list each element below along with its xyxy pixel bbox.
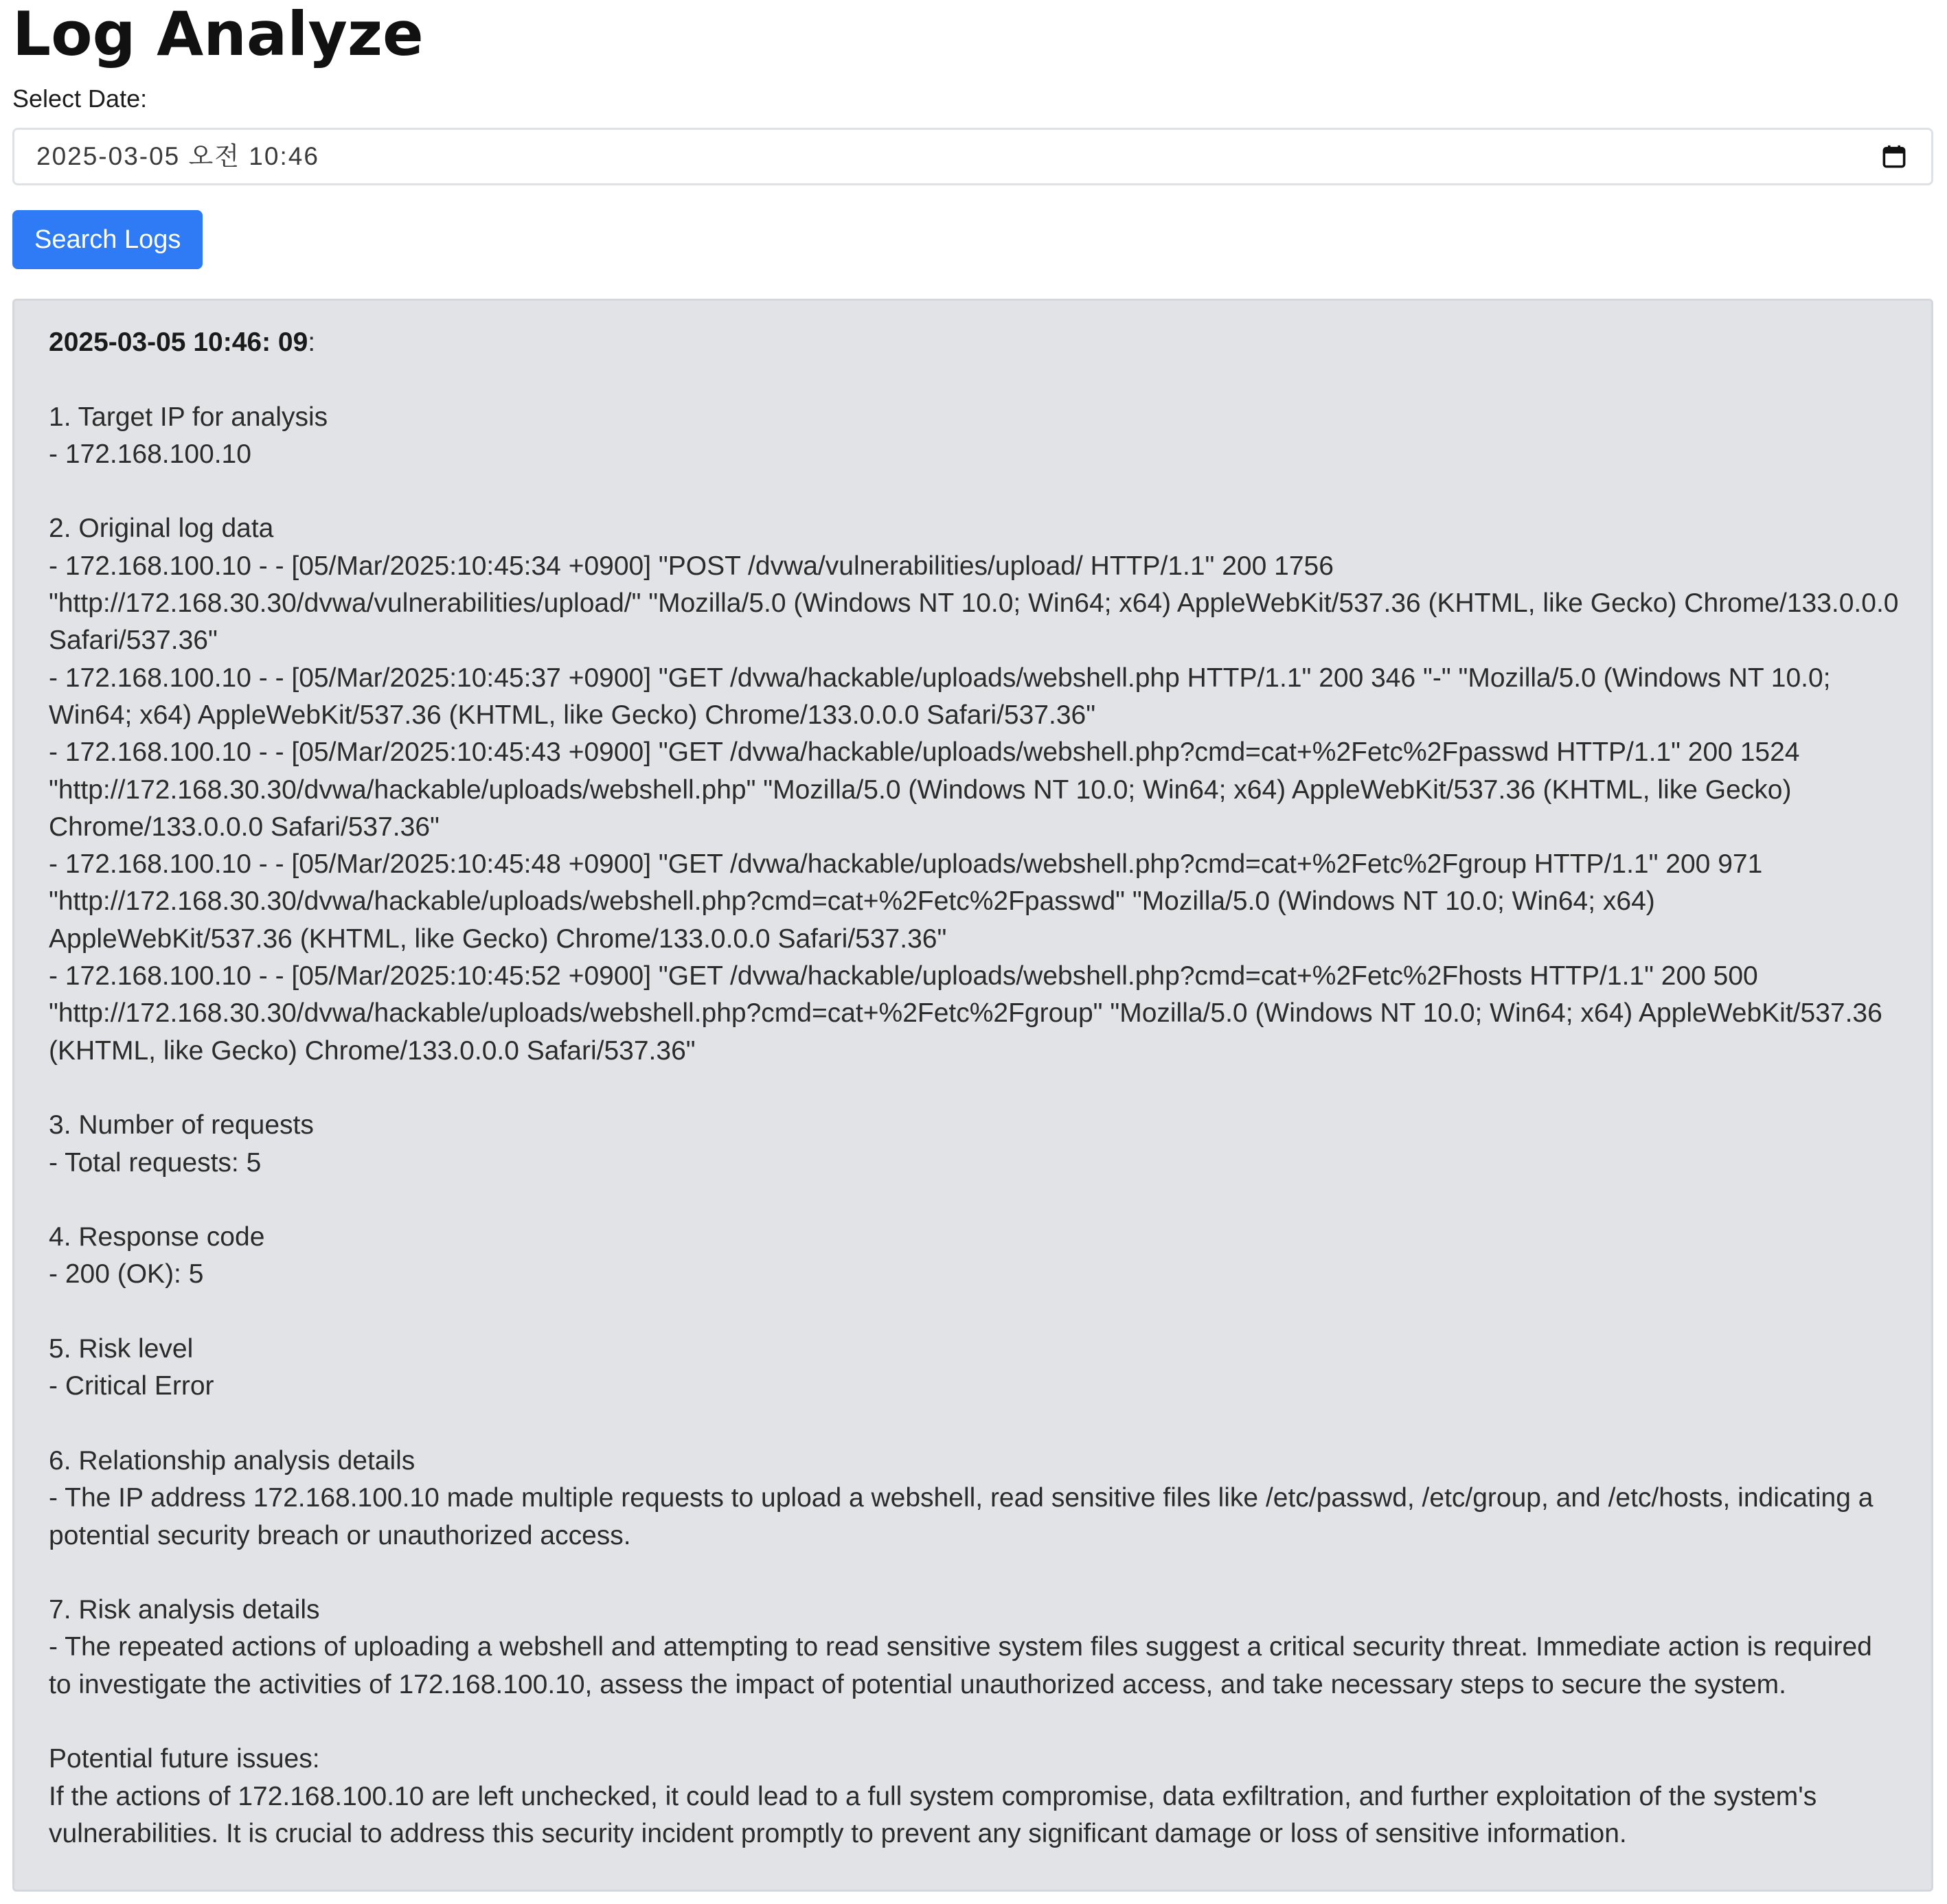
- page-title: Log Analyze: [12, 0, 424, 69]
- search-logs-button[interactable]: Search Logs: [12, 210, 203, 269]
- result-timestamp: 2025-03-05 10:46: 09: [49, 328, 308, 357]
- analysis-result-panel: [12, 299, 1933, 1892]
- date-input[interactable]: [12, 128, 1933, 185]
- analysis-result-text: [49, 324, 1900, 1853]
- result-timestamp-suffix: :: [308, 328, 316, 357]
- page-container: [12, 0, 1933, 269]
- result-body: 1. Target IP for analysis - 172.168.100.10 2. Original log data - 172.168.100.10 - - [05/Mar/2025:10:45:34 +0900] "POST /dvwa/vulnerabilities/upload/ HTTP/1.1" 200 1756 "http://172.168.30.30/dvwa/vulnerabilities/upload/" "Mozilla/5.0 (Windows NT 10.0; Win64; x64) AppleWebKit/537.36 (KHTML, like Gecko) Chrome/133.0.0.0 Safari/537.36" - 172.168.100.10 - - [05/Mar/2025:10:45:37 +0900] "GET /dvwa/hackable/uploads/webshell.php HTTP/1.1" 200 346 "-" "Mozilla/5.0 (Windows NT 10.0; Win64; x64) AppleWebKit/537.36 (KHTML, like Gecko) Chrome/133.0.0.0 Safari/537.36" - 172.168.100.10 - - [05/Mar/2025:10:45:43 +0900] "GET /dvwa/hackable/uploads/webshell.php?cmd=cat+%2Fetc%2Fpasswd HTTP/1.1" 200 1524 "http://172.168.30.30/dvwa/hackable/uploads/webshell.php" "Mozilla/5.0 (Windows NT 10.0; Win64; x64) AppleWebKit/537.36 (KHTML, like Gecko) Chrome/133.0.0.0 Safari/537.36" - 172.168.100.10 - - [05/Mar/2025:10:45:48 +0900] "GET /dvwa/hackable/uploads/webshell.php?cmd=cat+%2Fetc%2Fgroup HTTP/1.1" 200 971 "http://172.168.30.30/dvwa/hackable/uploads/webshell.php?cmd=cat+%2Fetc%2Fpasswd" "Mozilla/5.0 (Windows NT 10.0; Win64; x64) AppleWebKit/537.36 (KHTML, like Gecko) Chrome/133.0.0.0 Safari/537.36" - 172.168.100.10 - - [05/Mar/2025:10:45:52 +0900] "GET /dvwa/hackable/uploads/webshell.php?cmd=cat+%2Fetc%2Fhosts HTTP/1.1" 200 500 "http://172.168.30.30/dvwa/hackable/uploads/webshell.php?cmd=cat+%2Fetc%2Fgroup" "Mozilla/5.0 (Windows NT 10.0; Win64; x64) AppleWebKit/537.36 (KHTML, like Gecko) Chrome/133.0.0.0 Safari/537.36" 3. Number of requests - Total requests: 5 4. Response code - 200 (OK): 5 5. Risk level - Critical Error 6. Relationship analysis details - The IP address 172.168.100.10 made multiple requests to upload a webshell, read sensitive files like /etc/passwd, /etc/group, and /etc/hosts, indicating a potential security breach or unauthorized access. 7. Risk analysis details - The repeated actions of uploading a webshell and attempting to read sensitive system files suggest a critical security threat. Immediate action is required to investigate the activities of 172.168.100.10, assess the impact of potential unauthorized access, and take necessary steps to secure the system. Potential future issues: If the actions of 172.168.100.10 are left unchecked, it could lead to a full system compromise, data exfiltration, and further exploitation of the system's vulnerabilities. It is crucial to address this security incident promptly to prevent any significant damage or loss of sensitive information.: [49, 402, 1899, 1848]
- calendar-icon[interactable]: [1882, 144, 1906, 169]
- date-label: Select Date:: [12, 84, 148, 113]
- date-input-value[interactable]: 2025-03-05 오전 10:46: [36, 142, 319, 170]
